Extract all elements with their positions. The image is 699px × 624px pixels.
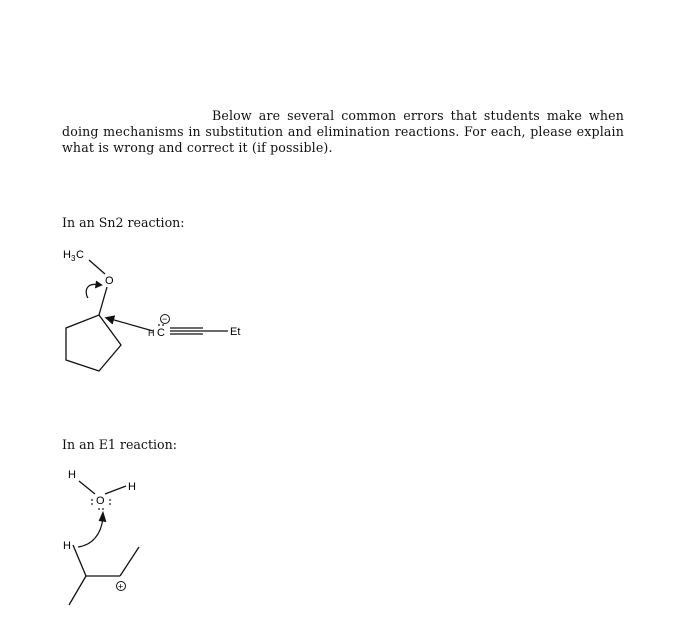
methyl-o-bond [89,260,105,274]
lone-pair-dot [91,503,93,505]
lone-pair-dot [109,503,111,505]
ethyl-label: Et [230,326,241,338]
negative-charge-sign: − [162,314,168,324]
curved-arrow-leaving-group-head [95,281,102,288]
curved-arrow-deprotonation-head [99,512,106,522]
beta-h-label: H [63,540,71,552]
sn2-structure [63,249,240,371]
curved-arrow-deprotonation [78,518,103,547]
lone-pair-dot [109,499,111,501]
oxygen-label: O [105,275,114,287]
water-o-label: O [96,495,105,507]
nucleophile-attack-arrow [107,318,153,331]
methyl-c-label: C [76,249,84,261]
skeleton-bond [69,576,86,605]
lone-pair-dot [91,499,93,501]
beta-h-bond [73,545,86,576]
skeleton-bond [120,547,139,576]
carbanion-h-label: H [148,328,155,338]
e1-heading: In an E1 reaction: [62,437,177,452]
o-carbon-bond [99,287,107,315]
methyl-h-label: H [63,249,71,261]
water-h-left-label: H [68,469,76,481]
sn2-heading: In an Sn2 reaction: [62,215,185,230]
lone-pair-dot [158,324,160,326]
water-oh-bond-left [79,481,95,494]
lone-pair-dot [98,508,100,510]
carbanion-c-label: C [157,327,165,339]
e1-structure [63,469,139,605]
water-oh-bond-right [105,486,126,494]
methyl-sub-label: 3 [71,254,76,263]
cyclopentane-ring [66,315,121,371]
positive-charge-sign: + [118,581,124,592]
lone-pair-dot [102,508,104,510]
lone-pair-dot [162,324,164,326]
water-h-right-label: H [128,481,136,493]
instructions-text: Below are several common errors that students make when doing mechanisms in substitution and elimination reactions. For each, please explain what is wrong and correct it (if possible). [62,108,624,155]
